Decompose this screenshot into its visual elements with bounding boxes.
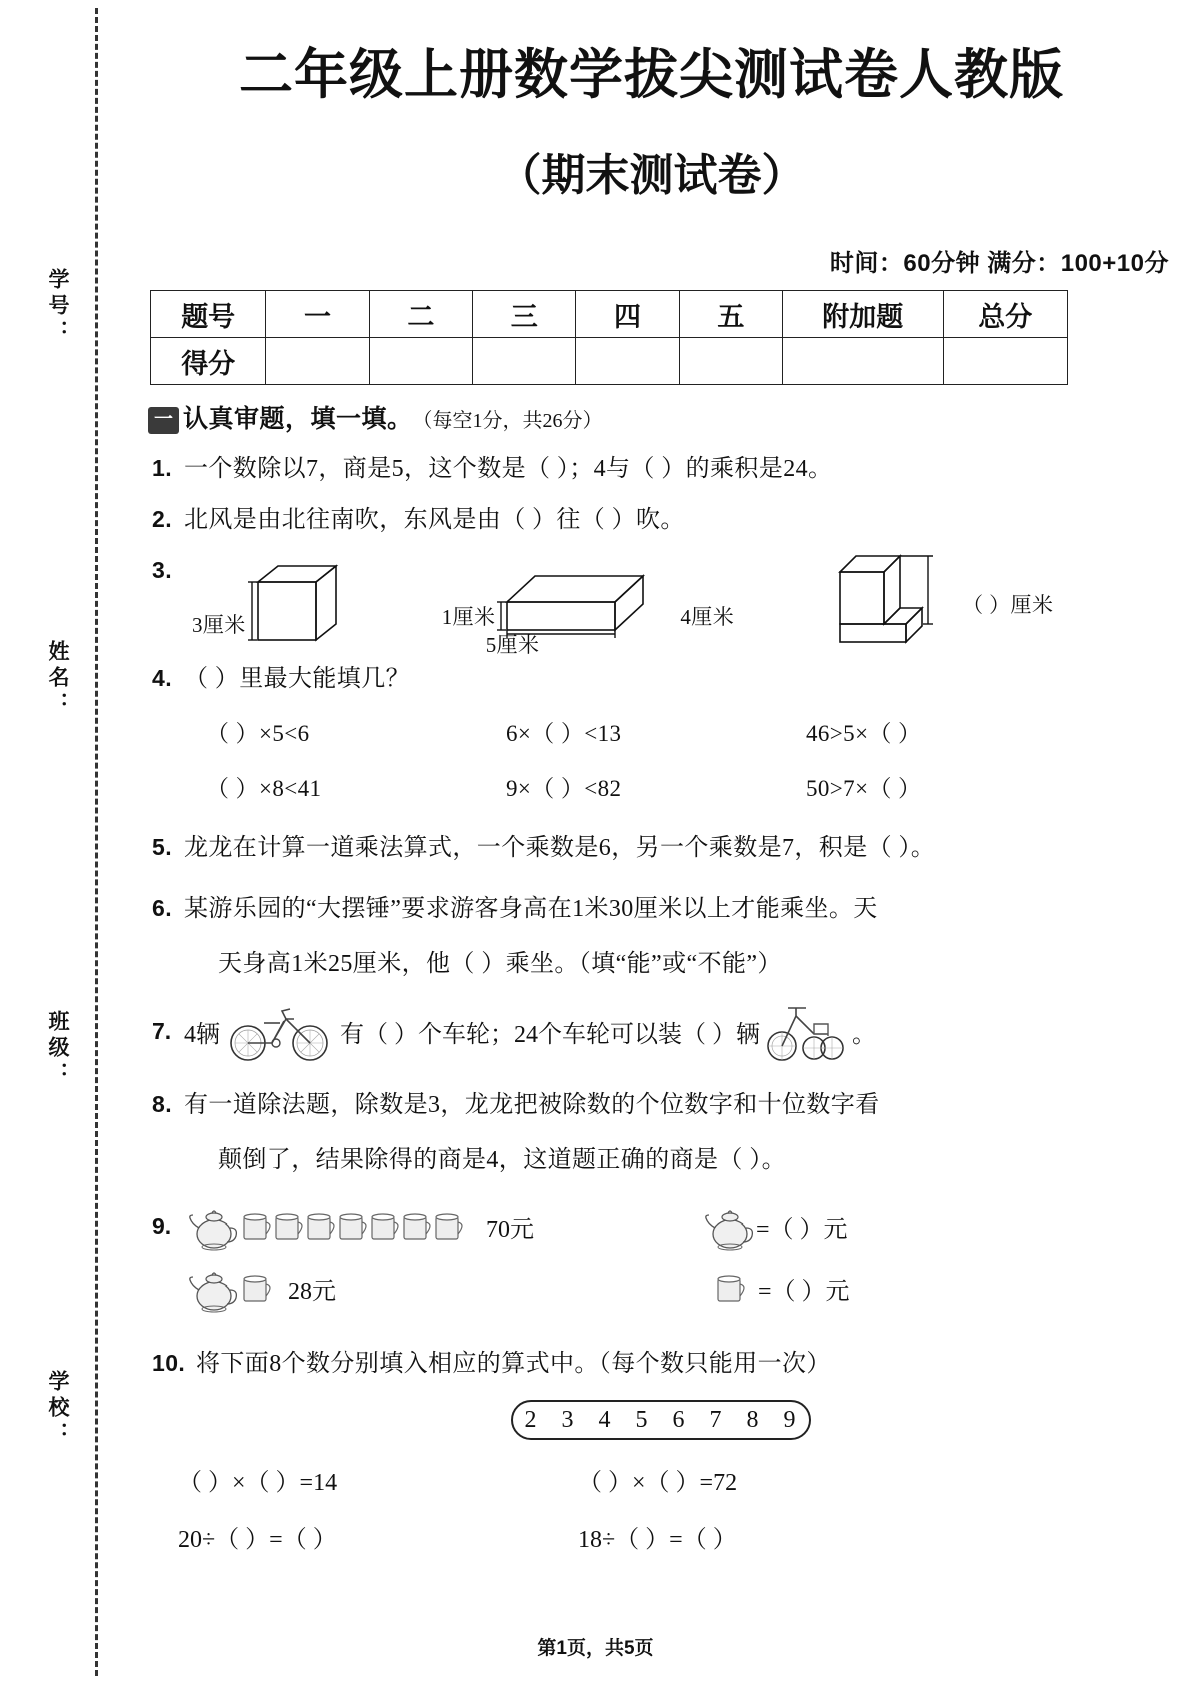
question-3-figures (184, 560, 1191, 657)
question-4-expr-2: 6×（ ）<13 (506, 720, 622, 746)
table-row-question-numbers (151, 291, 1068, 338)
question-9-answer-row-2 (700, 1257, 1191, 1319)
figure-cuboid-label-depth: 4厘米 (680, 604, 735, 629)
number-chip-7: 8 (746, 1406, 760, 1433)
table-row-scores (151, 338, 1068, 385)
question-9-number: 9. (152, 1213, 172, 1240)
question-4 (152, 662, 1191, 805)
cup-icon (240, 1271, 274, 1305)
question-4-expr-4: （ ）×8<41 (206, 776, 322, 802)
margin-label-class: 班级： (46, 1010, 69, 1088)
composite-solid-shape-icon (830, 550, 960, 646)
question-9-price-2: 28元 (288, 1278, 336, 1305)
score-cell-1[interactable] (266, 338, 369, 385)
page-subtitle: （期末测试卷） (497, 151, 806, 201)
figure-cube (192, 562, 356, 646)
question-9-cups-row-1 (240, 1209, 472, 1243)
question-7-number: 7. (152, 1018, 172, 1045)
question-10 (152, 1347, 1191, 1382)
question-8 (152, 1088, 1191, 1178)
teapot-icon (184, 1262, 240, 1314)
cup-group-icon (240, 1209, 472, 1243)
question-1 (152, 452, 1191, 487)
section-badge-icon: 一 (148, 407, 179, 434)
question-10-number-bank (511, 1400, 811, 1440)
cup-icon (714, 1271, 748, 1305)
score-cell-5[interactable] (679, 338, 782, 385)
figure-cuboid-label-width: 5厘米 (485, 632, 540, 657)
question-9 (152, 1195, 1191, 1319)
question-9-answer-2: =（ ）元 (758, 1278, 850, 1305)
question-6-number: 6. (152, 895, 172, 922)
question-9-price-1: 70元 (486, 1216, 534, 1243)
question-10-equation-row-1 (130, 1462, 1191, 1497)
number-chip-6: 7 (709, 1406, 723, 1433)
margin-label-school: 学校： (46, 1370, 69, 1448)
score-table-col-total: 总分 (943, 291, 1067, 338)
question-2-number: 2. (152, 506, 172, 533)
question-1-number: 1. (152, 455, 172, 482)
question-5-number: 5. (152, 834, 172, 861)
score-table-row-label-1: 得分 (151, 338, 266, 385)
score-table-row-label-0: 题号 (151, 291, 266, 338)
teapot-icon (184, 1200, 240, 1252)
question-6 (152, 892, 1191, 982)
section-points: （每空1分，共26分） (412, 410, 603, 433)
score-cell-4[interactable] (576, 338, 679, 385)
question-4-expr-3: 46>5×（ ） (806, 720, 922, 746)
question-4-expr-5: 9×（ ）<82 (506, 776, 622, 802)
question-5 (152, 831, 1191, 866)
question-4-expr-1: （ ）×5<6 (206, 720, 310, 746)
question-1-text: 一个数除以7，商是5，这个数是（ ）；4与（ ）的乘积是24。 (184, 456, 833, 483)
question-6-text-line-2: 天身高1米25厘米，他（ ）乘坐。（填“能”或“不能”） (218, 951, 782, 978)
question-8-number: 8. (152, 1090, 172, 1117)
teapot-icon (700, 1200, 756, 1252)
question-9-row-1 (184, 1195, 664, 1257)
number-chip-3: 4 (598, 1406, 612, 1433)
question-4-row-1 (184, 717, 1191, 750)
left-margin-strip (0, 0, 130, 1684)
figure-cuboid (441, 562, 735, 657)
question-3 (152, 554, 1191, 657)
question-9-answer-row-1 (700, 1195, 1191, 1257)
score-table-col-4: 四 (576, 291, 679, 338)
bicycle-icon (224, 1001, 336, 1063)
question-7-prefix: 4辆 (184, 1022, 220, 1049)
question-7-suffix: 。 (852, 1022, 876, 1049)
question-8-text-line-2: 颠倒了，结果除得的商是4，这道题正确的商是（ ）。 (218, 1146, 786, 1173)
number-chip-2: 3 (561, 1406, 575, 1433)
margin-label-student-id: 学号： (46, 268, 69, 346)
score-cell-2[interactable] (369, 338, 472, 385)
question-2 (152, 503, 1191, 538)
question-5-text: 龙龙在计算一道乘法算式，一个乘数是6，另一个乘数是7，积是（ ）。 (184, 835, 936, 862)
page-footer: 第1页，共5页 (537, 1638, 654, 1659)
score-table-col-5: 五 (679, 291, 782, 338)
page-body (130, 0, 1191, 1684)
question-4-number: 4. (152, 664, 172, 691)
question-4-expr-6: 50>7×（ ） (806, 776, 922, 802)
score-table (150, 290, 1068, 385)
question-6-text-line-1: 某游乐园的“大摆锤”要求游客身高在1米30厘米以上才能乘坐。天 (184, 896, 878, 923)
question-10-prompt: 将下面8个数分别填入相应的算式中。（每个数只能用一次） (196, 1351, 831, 1378)
question-8-text-line-1: 有一道除法题，除数是3，龙龙把被除数的个位数字和十位数字看 (184, 1091, 880, 1118)
section-heading-1 (148, 399, 1191, 436)
number-chip-1: 2 (524, 1406, 538, 1433)
exam-meta-info: 时间：60分钟 满分：100+10分 (829, 250, 1169, 278)
question-9-answer-1: =（ ）元 (756, 1216, 848, 1243)
question-7-text: 有（ ）个车轮；24个车轮可以装（ ）辆 (340, 1022, 760, 1049)
tricycle-icon (762, 1000, 850, 1064)
question-7 (152, 1000, 1191, 1064)
question-4-row-2 (184, 772, 1191, 805)
question-10-equation-3: 20÷（ ）=（ ） (178, 1527, 337, 1554)
figure-composite-label: （ ）厘米 (962, 592, 1054, 617)
section-title: 认真审题，填一填。 (183, 405, 413, 434)
question-9-row-2 (184, 1257, 664, 1319)
question-3-number: 3. (152, 556, 172, 583)
score-table-col-1: 一 (266, 291, 369, 338)
cube-shape-icon (246, 562, 356, 646)
question-4-prompt: （ ）里最大能填几？ (184, 665, 410, 692)
score-cell-3[interactable] (473, 338, 576, 385)
score-cell-extra[interactable] (783, 338, 944, 385)
question-10-equation-1: （ ）×（ ）=14 (178, 1470, 338, 1497)
question-10-equation-2: （ ）×（ ）=72 (578, 1470, 738, 1497)
number-chip-4: 5 (635, 1406, 649, 1433)
question-10-equation-4: 18÷（ ）=（ ） (578, 1527, 737, 1554)
question-10-number: 10. (152, 1350, 186, 1377)
perforation-dashed-line (95, 8, 98, 1676)
score-table-col-2: 二 (369, 291, 472, 338)
figure-cuboid-label-height: 1厘米 (441, 604, 496, 629)
number-chip-5: 6 (672, 1406, 686, 1433)
score-table-col-3: 三 (473, 291, 576, 338)
score-cell-total[interactable] (943, 338, 1067, 385)
margin-label-name: 姓名： (46, 640, 69, 718)
question-10-equation-row-2 (130, 1519, 1191, 1554)
figure-composite (830, 550, 1053, 646)
question-2-text: 北风是由北往南吹，东风是由（ ）往（ ）吹。 (184, 507, 685, 534)
score-table-col-extra: 附加题 (783, 291, 944, 338)
page-title: 二年级上册数学拔尖测试卷人教版 (239, 45, 1064, 105)
figure-cube-label: 3厘米 (192, 612, 246, 637)
number-chip-8: 9 (783, 1406, 797, 1433)
